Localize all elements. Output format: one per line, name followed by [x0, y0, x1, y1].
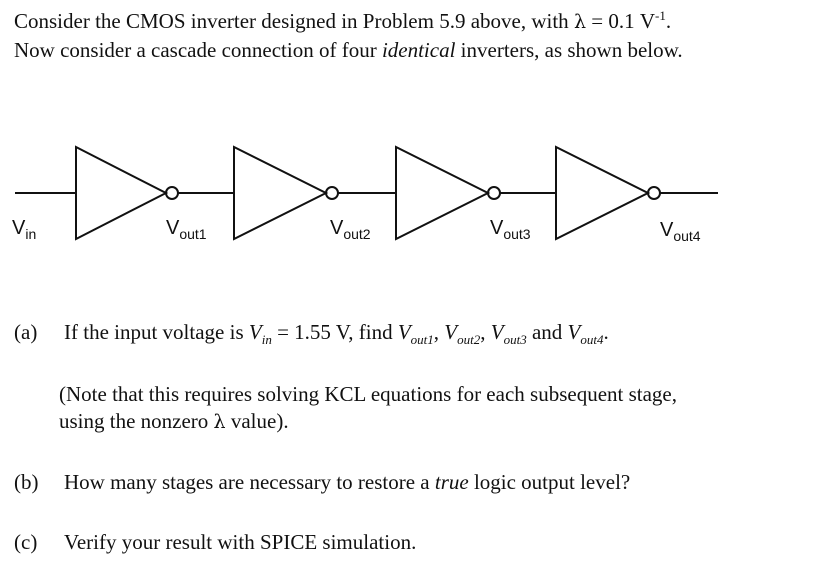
- superscript: -1: [655, 8, 666, 23]
- problem-intro: [14, 8, 814, 64]
- intro-line-2: Now consider a cascade connection of four identical inverters, as shown below.: [14, 38, 683, 62]
- intro-line-1: Consider the CMOS inverter designed in Problem 5.9 above, with λ = 0.1 $V^{-1}$.: [14, 8, 672, 33]
- question-c-label: (c): [14, 530, 38, 554]
- inverter-3: [396, 147, 488, 239]
- label-vout3: Vout3: [490, 217, 531, 242]
- inverter-cascade-diagram: [0, 130, 817, 260]
- label-vout4: Vout4: [660, 219, 701, 244]
- question-a-note: (Note that this requires solving KCL equations for each subsequent stage, using the nonzero λ value).: [59, 382, 677, 433]
- label-vin: Vin: [12, 217, 37, 242]
- lambda-symbol: λ: [213, 411, 226, 433]
- inverter-1: [76, 147, 166, 239]
- question-c-text: Verify your result with SPICE simulation.: [64, 530, 417, 554]
- label-vout1: Vout1: [166, 217, 207, 242]
- inverter-4: [556, 147, 648, 239]
- question-b-text: How many stages are necessary to restore a true logic output level?: [64, 470, 631, 494]
- label-vout2: Vout2: [330, 217, 371, 242]
- emphasis-identical: identical: [381, 38, 456, 62]
- question-a-text: If the input voltage is $V_{in} = 1.55$ V, find $V_{out1}$, $V_{out2}$, $V_{out3}$ and $V_{out4}$.: [64, 320, 609, 347]
- question-a-label: (a): [14, 320, 38, 344]
- lambda-symbol: λ: [573, 11, 586, 33]
- question-b-label: (b): [14, 470, 39, 494]
- inverter-2: [234, 147, 326, 239]
